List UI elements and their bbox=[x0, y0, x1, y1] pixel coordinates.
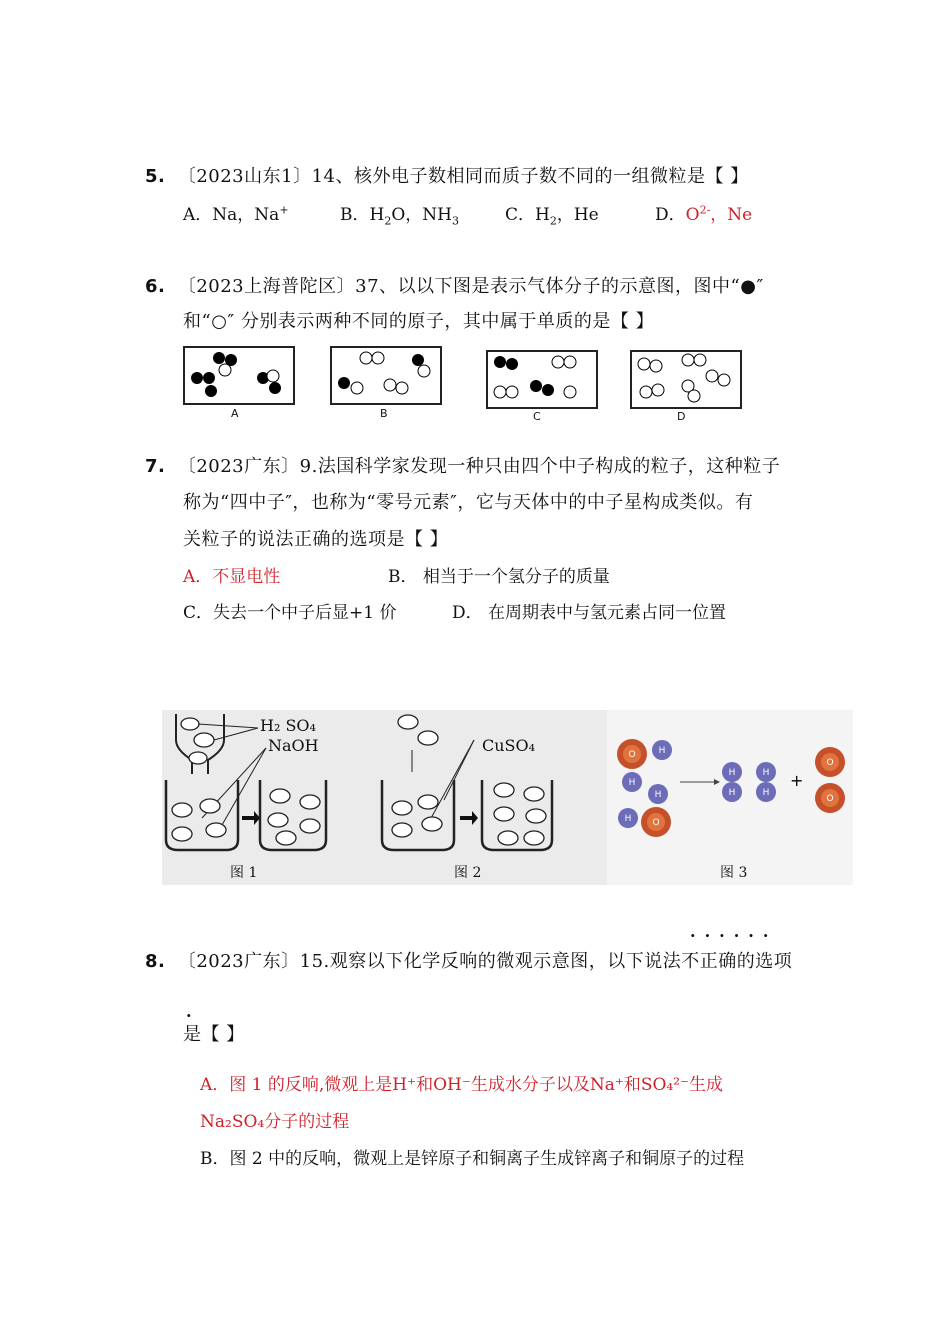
q6-box-d bbox=[630, 350, 742, 409]
svg-text:O: O bbox=[826, 794, 834, 804]
q8-option-a-line2: Na₂SO₄分子的过程 bbox=[200, 1112, 350, 1132]
svg-text:H: H bbox=[624, 814, 632, 824]
q6-box-c bbox=[486, 350, 598, 409]
reaction-figure-panel bbox=[162, 710, 853, 885]
svg-text:O: O bbox=[826, 758, 834, 768]
cuso4-label: CuSO₄ bbox=[482, 736, 536, 755]
svg-text:H: H bbox=[658, 746, 666, 756]
naoh-label: NaOH bbox=[268, 736, 319, 755]
q7-stem-line1: 7. 〔2023广东〕9.法国科学家发现一种只由四个中子构成的粒子，这种粒子 bbox=[145, 456, 781, 477]
q6-label-d: D bbox=[677, 410, 686, 423]
svg-text:H: H bbox=[654, 790, 662, 800]
q5-option-b: B．$H_2O$，$NH_3$ bbox=[340, 205, 459, 228]
q7-stem-line3: 关粒子的说法正确的选项是【 】 bbox=[183, 529, 449, 550]
svg-text:H: H bbox=[762, 768, 770, 778]
q6-stem-line2: 和“○″ 分别表示两种不同的原子，其中属于单质的是【 】 bbox=[183, 311, 655, 332]
molecules-a-icon bbox=[185, 348, 293, 403]
q7-option-d: D． 在周期表中与氢元素占同一位置 bbox=[452, 603, 727, 623]
q5-answer: $O^{2-}$，Ne bbox=[685, 203, 753, 225]
q6-label-c: C bbox=[533, 410, 541, 423]
q6-box-a bbox=[183, 346, 295, 405]
svg-text:O: O bbox=[652, 818, 660, 828]
q6-label-b: B bbox=[380, 407, 388, 420]
fig1-caption: 图 1 bbox=[230, 865, 258, 881]
molecules-d-icon bbox=[632, 352, 740, 407]
svg-text:H: H bbox=[628, 778, 636, 788]
q7-option-b: B． 相当于一个氢分子的质量 bbox=[388, 567, 610, 587]
q7-option-a: A．不显电性 bbox=[183, 567, 281, 587]
q7-stem-line2: 称为“四中子″，也称为“零号元素″，它与天体中的中子星构成类似。有 bbox=[183, 492, 754, 513]
q8-option-a-line1: A．图 1 的反响,微观上是H⁺和OH⁻生成水分子以及Na⁺和SO₄²⁻生成 bbox=[200, 1075, 724, 1095]
fig3-caption: 图 3 bbox=[720, 865, 748, 881]
q5-option-c: C．$H_2$，He bbox=[505, 205, 599, 228]
h2so4-label: H₂ SO₄ bbox=[260, 716, 316, 735]
emphasis-dots: ...... bbox=[690, 922, 778, 941]
q8-stem-line2: 是【 】 bbox=[183, 1024, 245, 1045]
q6-box-b bbox=[330, 346, 442, 405]
q6-label-a: A bbox=[231, 407, 239, 420]
molecules-b-icon bbox=[332, 348, 440, 403]
svg-text:H: H bbox=[762, 788, 770, 798]
q5-option-a: A．Na，Na+ bbox=[183, 203, 289, 225]
molecules-c-icon bbox=[488, 352, 596, 407]
fig2-caption: 图 2 bbox=[454, 865, 482, 881]
q5-stem: 5. 〔2023山东1〕14、核外电子数相同而质子数不同的一组微粒是【 】 bbox=[145, 166, 749, 187]
emphasis-dot: . bbox=[186, 1002, 201, 1021]
svg-text:H: H bbox=[728, 788, 736, 798]
q5-option-d: D．$O^{2-}$，Ne bbox=[655, 203, 753, 225]
q8-option-b: B．图 2 中的反响，微观上是锌原子和铜离子生成锌离子和铜原子的过程 bbox=[200, 1149, 745, 1169]
svg-text:+: + bbox=[790, 771, 804, 790]
svg-text:O: O bbox=[628, 750, 636, 760]
q6-stem-line1: 6. 〔2023上海普陀区〕37、以以下图是表示气体分子的示意图，图中“●″ bbox=[145, 276, 764, 297]
svg-text:H: H bbox=[728, 768, 736, 778]
q7-option-c: C．失去一个中子后显+1 价 bbox=[183, 603, 397, 623]
q8-stem-line1: 8. 〔2023广东〕15.观察以下化学反响的微观示意图，以下说法不正确的选项 bbox=[145, 951, 793, 972]
